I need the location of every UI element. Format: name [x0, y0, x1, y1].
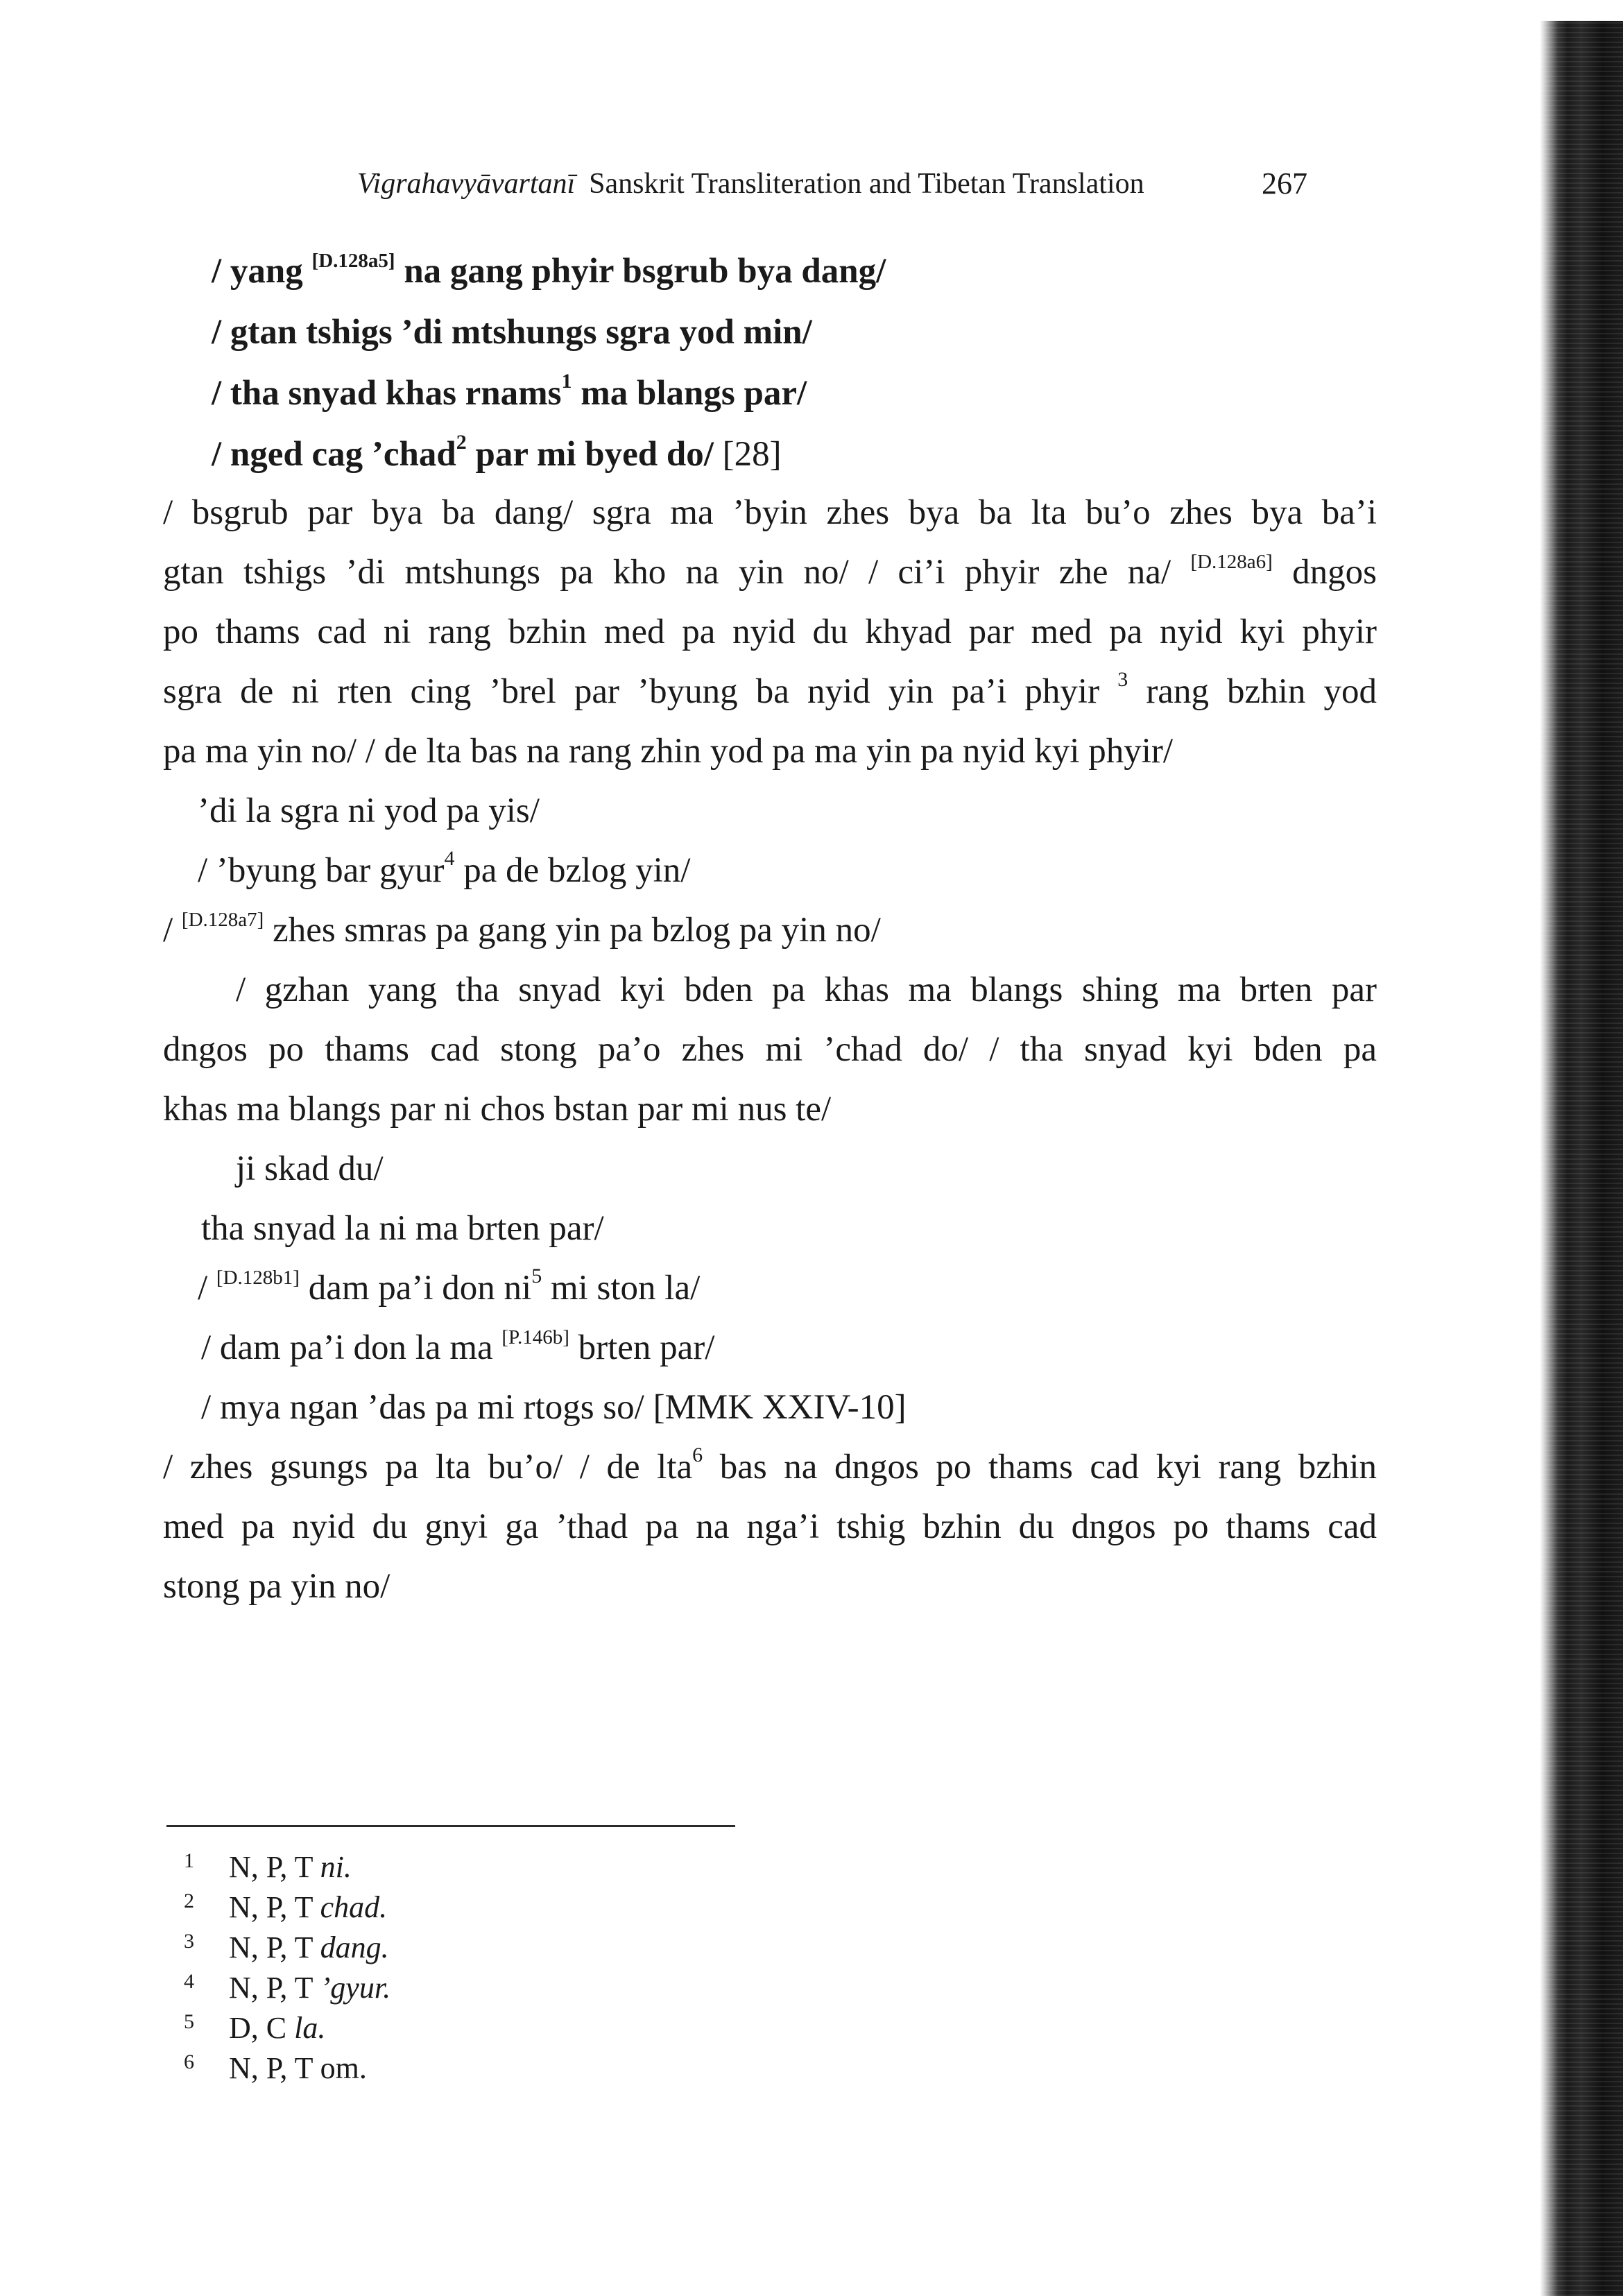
prose-line: sgra de ni rten cing ’brel par ’byung ba nyid yin pa’i phyir $^3$ rang bzhin yod [163, 668, 1377, 711]
footnote: 4 N, P, T ’gyur. [184, 1970, 391, 2005]
verse-number: [28] [713, 435, 782, 474]
verse-line: / tha snyad khas rnams$^1$ ma blangs par/ [212, 370, 807, 413]
footnote-marker: 6 [692, 1443, 703, 1466]
footnote: 2 N, P, T chad. [184, 1890, 388, 1924]
prose-line: po thams cad ni rang bzhin med pa nyid du khyad par med pa nyid kyi phyir [163, 612, 1377, 651]
footnote-marker: 4 [444, 847, 455, 870]
footnote: 1 N, P, T ni. [184, 1849, 352, 1884]
folio-reference: [D.128a7] [181, 909, 264, 931]
footnote-marker: 5 [531, 1265, 542, 1287]
quote-line: / ’byung bar gyur$^4$ pa de bzlog yin/ [198, 847, 691, 890]
folio-reference: [D.128a6] [1190, 551, 1273, 573]
prose-line: med pa nyid du gnyi ga ’thad pa na nga’i tshig bzhin du dngos po thams cad [163, 1507, 1377, 1546]
footnote-marker: 2 [456, 431, 467, 454]
verse-line: / nged cag ’chad$^2$ par mi byed do/ [28] [212, 431, 782, 474]
prose-line: / zhes gsungs pa lta bu’o/ / de lta$^6$ bas na dngos po thams cad kyi rang bzhin [163, 1443, 1377, 1487]
verse-line: / yang [D.128a5] na gang phyir bsgrub bya dang/ [212, 250, 886, 291]
folio-reference: [D.128a5] [311, 250, 395, 272]
prose-line: stong pa yin no/ [163, 1567, 390, 1606]
folio-reference: [D.128b1] [216, 1267, 300, 1289]
footnote: 3 N, P, T dang. [184, 1930, 389, 1964]
running-subtitle: Sanskrit Transliteration and Tibetan Translation [589, 168, 1144, 200]
running-header [357, 160, 1307, 208]
verse-line: / gtan tshigs ’di mtshungs sgra yod min/ [212, 313, 812, 352]
footnote: 5 D, C la. [184, 2010, 326, 2045]
quote-line: / [D.128a7] zhes smras pa gang yin pa bzlog pa yin no/ [163, 909, 881, 950]
prose-line: / bsgrub par bya ba dang/ sgra ma ’byin zhes bya ba lta bu’o zhes bya ba’i [163, 493, 1377, 532]
quote-line: ji skad du/ [236, 1149, 384, 1188]
running-title: Vigrahavyāvartanī [357, 168, 576, 200]
folio-reference: [P.146b] [501, 1326, 569, 1348]
quote-line: ’di la sgra ni yod pa yis/ [198, 791, 540, 830]
quote-line: tha snyad la ni ma brten par/ [201, 1209, 604, 1248]
quote-line: / [D.128b1] dam pa’i don ni$^5$ mi ston la/ [198, 1265, 701, 1308]
footnote-rule [166, 1825, 735, 1827]
footnote-marker: 1 [561, 370, 572, 393]
book-spine-shadow [1540, 21, 1623, 2296]
prose-line: pa ma yin no/ / de lta bas na rang zhin yod pa ma yin pa nyid kyi phyir/ [163, 732, 1174, 771]
footnote: 6 N, P, T om. [184, 2050, 367, 2085]
footnote-marker: 3 [1117, 668, 1128, 691]
page-number: 267 [1262, 166, 1307, 200]
prose-line: gtan tshigs ’di mtshungs pa kho na yin no/ / ci’i phyir zhe na/ [D.128a6] dngos [163, 551, 1377, 592]
prose-line: dngos po thams cad stong pa’o zhes mi ’chad do/ / tha snyad kyi bden pa [163, 1030, 1377, 1069]
quote-line: / mya ngan ’das pa mi rtogs so/ [MMK XXIV-10] [201, 1388, 907, 1427]
prose-line: khas ma blangs par ni chos bstan par mi nus te/ [163, 1090, 832, 1129]
quote-line: / dam pa’i don la ma [P.146b] brten par/ [201, 1326, 715, 1367]
prose-line: / gzhan yang tha snyad kyi bden pa khas ma blangs shing ma brten par [236, 970, 1377, 1009]
